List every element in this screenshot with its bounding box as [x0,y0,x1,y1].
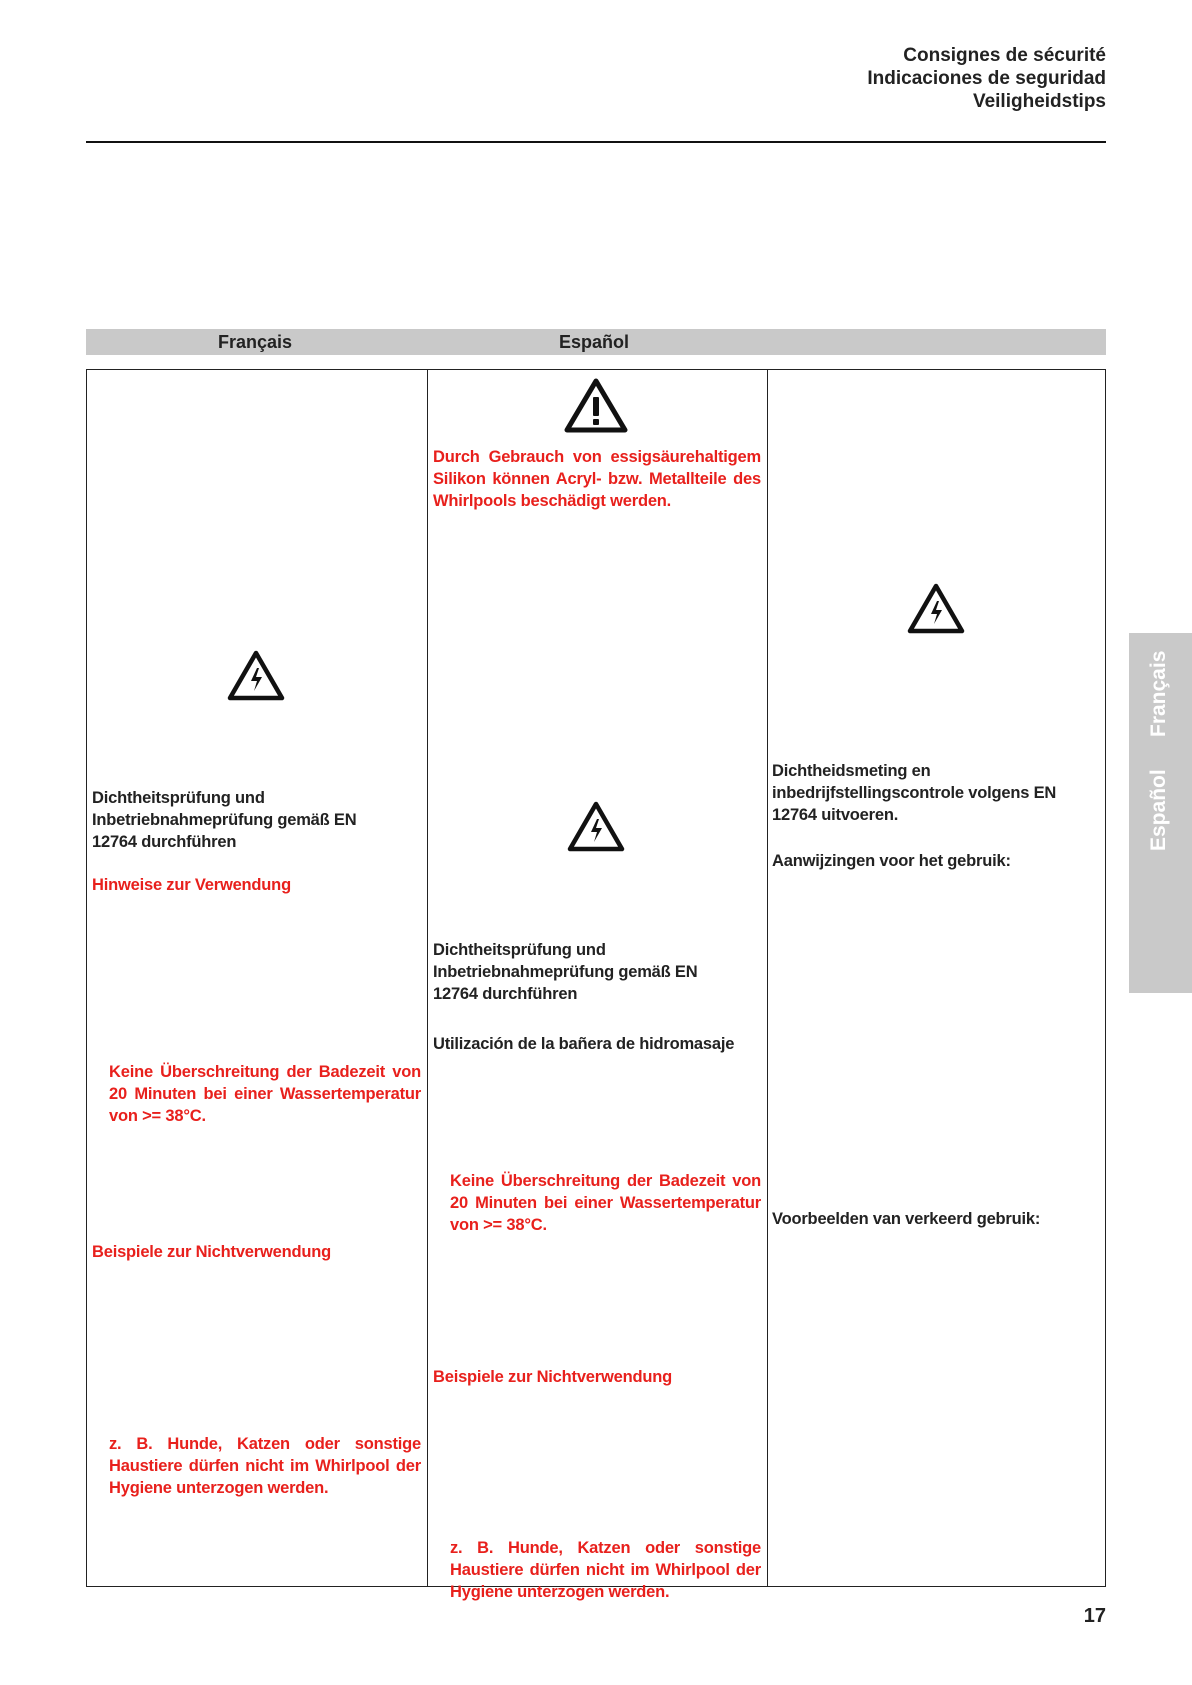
non-use-heading: Beispiele zur Nichtverwendung [92,1243,332,1261]
column-3 [767,370,1107,1586]
bath-time-warning: Keine Überschreitung der Badezeit von 20 Minuten bei einer Wassertemperatur von >= 38°C. [450,1172,761,1234]
usage-hint-heading: Hinweise zur Verwendung [92,876,291,894]
electric-shock-warning-icon [907,583,965,635]
content-columns [86,369,1106,1601]
lang-label-french: Français [218,332,293,352]
pets-warning: z. B. Hunde, Katzen oder sonstige Haustiere dürfen nicht im Whirlpool der Hygiene unterzogen werden. [450,1539,761,1601]
column-1 [87,370,428,1586]
column-2 [427,370,768,1601]
bath-time-warning: Keine Überschreitung der Badezeit von 20 Minuten bei einer Wassertemperatur von >= 38°C. [109,1063,421,1125]
header-divider [86,141,1106,143]
misuse-heading: Voorbeelden van verkeerd gebruik: [772,1210,1041,1228]
pets-warning: z. B. Hunde, Katzen oder sonstige Haustiere dürfen nicht im Whirlpool der Hygiene unterzogen werden. [109,1435,421,1497]
side-tab-french: Français [1147,650,1170,737]
electric-shock-warning-icon [567,801,625,853]
whirlpool-usage-heading: Utilización de la bañera de hidromasaje [433,1035,735,1053]
header-titles [867,44,1106,113]
exclamation-warning-icon [564,378,628,434]
side-tab-spanish: Español [1147,769,1170,851]
usage-heading: Aanwijzingen voor het gebruik: [772,852,1011,870]
leak-test-heading: Dichtheitsprüfung und Inbetriebnahmeprüfung gemäß EN 12764 durchführen [92,789,357,851]
language-side-tab [1129,633,1192,993]
silicone-warning: Durch Gebrauch von essigsäurehaltigem Silikon können Acryl- bzw. Metallteile des Whirlpools beschädigt werden. [433,448,761,510]
lang-label-spanish: Español [559,332,630,352]
leak-test-heading: Dichtheitsprüfung und Inbetriebnahmeprüfung gemäß EN 12764 durchführen [433,941,698,1003]
header-title-es: Indicaciones de seguridad [867,68,1106,89]
language-bar [86,329,1106,355]
electric-shock-warning-icon [227,650,285,702]
header-title-nl: Veiligheidstips [972,91,1106,112]
page-number: 17 [1083,1605,1106,1627]
non-use-heading: Beispiele zur Nichtverwendung [433,1368,673,1386]
leak-test-heading: Dichtheidsmeting en inbedrijfstellingscontrole volgens EN 12764 uitvoeren. [772,762,1057,824]
header-title-fr: Consignes de sécurité [903,45,1106,66]
